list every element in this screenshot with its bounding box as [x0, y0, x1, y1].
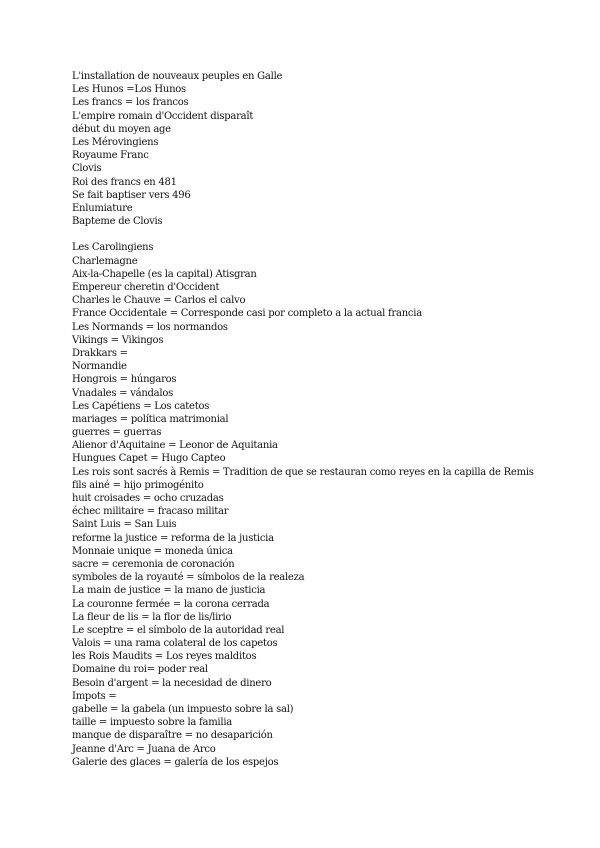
text-line: Galerie des glaces = galería de los espejos: [72, 756, 279, 768]
text-line: L'installation de nouveaux peuples en Galle: [72, 71, 283, 82]
text-line: Se fait baptiser vers 496: [72, 189, 191, 201]
text-line: sacre = ceremonia de coronación: [72, 558, 235, 570]
text-line: début du moyen age: [72, 123, 171, 135]
text-line: symboles de la royauté = símbolos de la realeza: [72, 572, 305, 584]
text-line: Valois = una rama colateral de los capetos: [72, 638, 278, 650]
text-line: mariages = política matrimonial: [72, 413, 229, 425]
text-line: Clovis: [72, 163, 102, 175]
text-line: La fleur de lis = la flor de lis/lirio: [72, 611, 232, 623]
text-line: Drakkars =: [72, 347, 128, 359]
section-gap: [72, 228, 572, 241]
text-line: Vnadales = vándalos: [72, 387, 173, 399]
text-line: reforme la justice = reforma de la justicia: [72, 532, 274, 544]
text-line: Empereur cheretin d'Occident: [72, 282, 220, 293]
text-line: taille = impuesto sobre la familia: [72, 717, 232, 729]
text-line: Charlemagne: [72, 255, 138, 267]
text-line: Vikings = Vikingos: [72, 334, 164, 346]
text-line: Alienor d'Aquitaine = Leonor de Aquitania: [72, 440, 278, 452]
text-line: Enlumiature: [72, 202, 133, 214]
text-line: Roi des francs en 481: [72, 176, 177, 188]
text-line: fils ainé = hijo primogénito: [72, 479, 204, 491]
text-line: Le sceptre = el símbolo de la autoridad real: [72, 624, 285, 636]
text-line: Saint Luis = San Luis: [72, 519, 177, 531]
text-line: les Rois Maudits = Los reyes malditos: [72, 651, 257, 663]
text-line: Normandie: [72, 361, 127, 373]
text-line: Les Hunos =Los Hunos: [72, 84, 186, 96]
text-line: Charles le Chauve = Carlos el calvo: [72, 295, 246, 307]
text-line: échec militaire = fracaso militar: [72, 506, 229, 518]
text-line: Besoin d'argent = la necesidad de dinero: [72, 677, 272, 689]
text-line: gabelle = la gabela (un impuesto sobre la sal): [72, 704, 294, 715]
text-line: Impots =: [72, 690, 117, 702]
text-line: Les Capétiens = Los catetos: [72, 400, 210, 412]
text-line: Royaume Franc: [72, 150, 149, 162]
text-line: Domaine du roi= poder real: [72, 664, 208, 676]
text-line: La couronne fermée = la corona cerrada: [72, 598, 270, 610]
text-line: Hungues Capet = Hugo Capteo: [72, 453, 226, 465]
notes-section-merovingians: [72, 70, 572, 228]
notes-section-carolingians-capetians: [72, 241, 572, 769]
text-line: L'empire romain d'Occident disparaît: [72, 110, 254, 122]
text-line: manque de disparaître = no desaparición: [72, 730, 273, 742]
text-line: Aix-la-Chapelle (es la capital) Atisgran: [72, 268, 257, 280]
text-line: Les francs = los francos: [72, 97, 189, 109]
text-line: Jeanne d'Arc = Juana de Arco: [72, 743, 216, 755]
text-line: guerres = guerras: [72, 427, 162, 439]
text-line: Bapteme de Clovis: [72, 216, 163, 228]
text-line: Les rois sont sacrés à Remis = Tradition de que se restauran como reyes en la capilla de Remis: [72, 466, 534, 478]
text-line: Hongrois = húngaros: [72, 374, 177, 386]
text-line: France Occidentale = Corresponde casi por completo a la actual francia: [72, 308, 422, 320]
text-line: Les Mérovingiens: [72, 136, 159, 148]
notes-text-block: [72, 70, 572, 769]
text-line: Les Carolingiens: [72, 242, 154, 254]
text-line: Les Normands = los normandos: [72, 321, 228, 333]
text-line: Monnaie unique = moneda única: [72, 545, 233, 557]
text-line: huit croisades = ocho cruzadas: [72, 493, 224, 504]
text-line: La main de justice = la mano de justicia: [72, 585, 266, 597]
